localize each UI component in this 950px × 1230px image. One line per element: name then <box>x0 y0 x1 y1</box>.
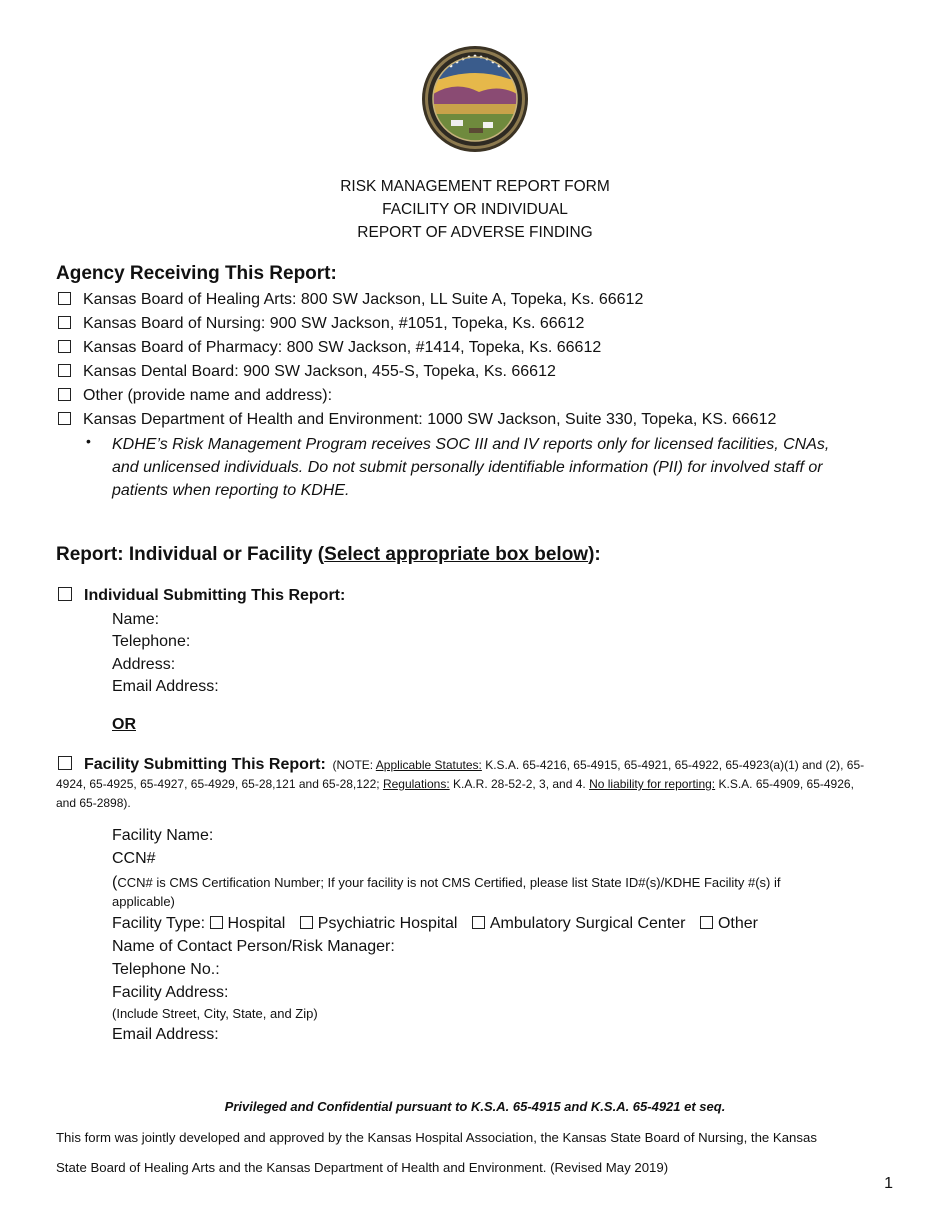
checkbox[interactable] <box>210 916 223 929</box>
kdhe-note: KDHE’s Risk Management Program receives SOC III and IV reports only for licensed facilities, CNAs, and unlicensed individuals. Do not submit personally identifiable information (PII) for involved staff or patients when reporting to KDHE. <box>112 436 830 499</box>
footer-line-2: State Board of Healing Arts and the Kansas Department of Health and Environment. (Revised May 2019) <box>56 1160 669 1175</box>
facility-address-hint: (Include Street, City, State, and Zip) <box>112 1006 318 1021</box>
facility-type-other[interactable]: Other <box>700 915 758 932</box>
facility-type-label: Facility Type: <box>112 915 206 932</box>
kansas-state-seal-icon <box>421 42 529 156</box>
ccn-note: (CCN# is CMS Certification Number; If your facility is not CMS Certified, please list State ID#(s)/KDHE Facility #(s) if applicable) <box>112 874 781 909</box>
facility-type-psychiatric-hospital[interactable]: Psychiatric Hospital <box>300 915 468 932</box>
title-line-2: FACILITY OR INDIVIDUAL <box>382 201 568 218</box>
checkbox[interactable] <box>58 388 71 401</box>
page-number: 1 <box>884 1175 893 1192</box>
facility-name-label: Facility Name: <box>112 827 214 844</box>
facility-type-row <box>112 915 758 933</box>
privileged-notice: Privileged and Confidential pursuant to K.S.A. 65-4915 and K.S.A. 65-4921 et seq. <box>224 1099 726 1114</box>
agency-option-kdhe[interactable]: Kansas Department of Health and Environment: 1000 SW Jackson, Suite 330, Topeka, KS. 66612 <box>58 411 776 429</box>
checkbox[interactable] <box>58 756 72 770</box>
checkbox[interactable] <box>58 292 71 305</box>
facility-type-hospital[interactable]: Hospital <box>210 915 296 932</box>
agency-option-other[interactable]: Other (provide name and address): <box>58 387 332 405</box>
checkbox[interactable] <box>58 340 71 353</box>
facility-telephone-label: Telephone No.: <box>112 961 220 978</box>
individual-option[interactable]: Individual Submitting This Report: <box>58 587 345 605</box>
facility-type-ambulatory-surgical-center[interactable]: Ambulatory Surgical Center <box>472 915 696 932</box>
agency-heading: Agency Receiving This Report: <box>56 263 337 284</box>
agency-option-healing-arts[interactable]: Kansas Board of Healing Arts: 800 SW Jackson, LL Suite A, Topeka, Ks. 66612 <box>58 291 643 309</box>
or-separator: OR <box>112 716 136 733</box>
facility-option[interactable]: Facility Submitting This Report: (NOTE: Applicable Statutes: K.S.A. 65-4216, 65-4915, 65-4921, 65-4922, 65-4923(a)(1) and (2), 65- 4924, 65-4925, 65-4927, 65-4929, 65-28,121 and 65-28,122; Regulations: K.A.R. 28-52-2, 3, and 4. No liability for reporting: K.S.A. 65-4909, 65-4926, and 65-2898). <box>56 756 865 810</box>
checkbox[interactable] <box>58 316 71 329</box>
facility-email-label: Email Address: <box>112 1026 219 1043</box>
bullet-icon: • <box>86 433 91 449</box>
checkbox[interactable] <box>58 412 71 425</box>
agency-option-dental[interactable]: Kansas Dental Board: 900 SW Jackson, 455-S, Topeka, Ks. 66612 <box>58 363 556 381</box>
title-line-1: RISK MANAGEMENT REPORT FORM <box>340 178 610 195</box>
individual-telephone-label: Telephone: <box>112 633 191 650</box>
checkbox[interactable] <box>58 587 72 601</box>
title-line-3: REPORT OF ADVERSE FINDING <box>357 224 593 241</box>
checkbox[interactable] <box>300 916 313 929</box>
facility-address-label: Facility Address: <box>112 984 229 1001</box>
individual-email-label: Email Address: <box>112 678 219 695</box>
individual-address-label: Address: <box>112 656 176 673</box>
checkbox[interactable] <box>700 916 713 929</box>
individual-name-label: Name: <box>112 611 160 628</box>
form-title <box>0 175 950 244</box>
checkbox[interactable] <box>58 364 71 377</box>
agency-option-pharmacy[interactable]: Kansas Board of Pharmacy: 800 SW Jackson, #1414, Topeka, Ks. 66612 <box>58 339 601 357</box>
footer-line-1: This form was jointly developed and approved by the Kansas Hospital Association, the Kansas State Board of Nursing, the Kansas <box>56 1130 817 1145</box>
checkbox[interactable] <box>472 916 485 929</box>
agency-option-nursing[interactable]: Kansas Board of Nursing: 900 SW Jackson, #1051, Topeka, Ks. 66612 <box>58 315 584 333</box>
ccn-label: CCN# <box>112 850 156 867</box>
report-type-heading: Report: Individual or Facility (Select appropriate box below): <box>56 544 601 565</box>
contact-person-label: Name of Contact Person/Risk Manager: <box>112 938 395 955</box>
